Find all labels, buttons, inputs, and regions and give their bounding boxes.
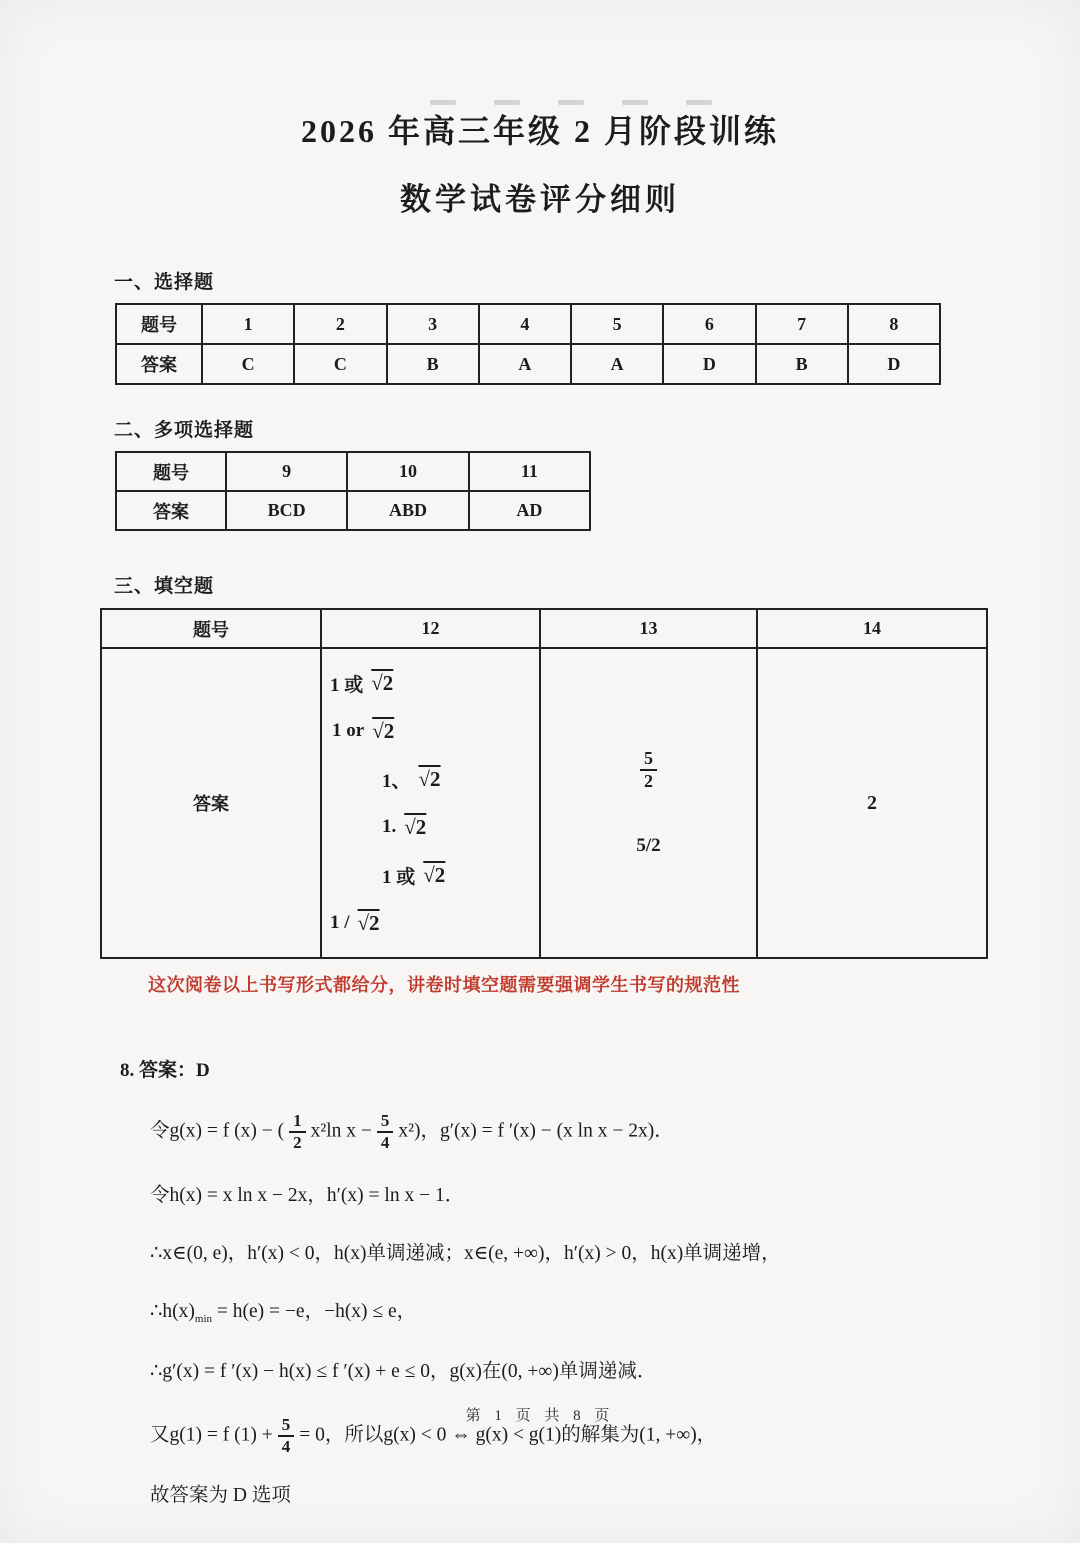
answer-form [330, 659, 539, 707]
math-text: = h(e) = −e，−h(x) ≤ e， [212, 1301, 417, 1323]
answer-cell: D [663, 344, 755, 384]
fraction-numerator: 5 [377, 1112, 394, 1133]
answer-cell: B [387, 344, 479, 384]
answer-cell: C [202, 344, 294, 384]
grading-note: 这次阅卷以上书写形式都给分，讲卷时填空题需要强调学生书写的规范性 [148, 975, 740, 995]
row-label: 答案 [116, 491, 226, 530]
page-subtitle: 数学试卷评分细则 [400, 182, 680, 217]
question-number-cell: 8 [848, 304, 940, 344]
fraction [289, 1112, 306, 1152]
solution-line [150, 1298, 950, 1328]
question-number-cell: 13 [540, 609, 757, 648]
answer-form: 5/2 [636, 834, 661, 856]
answer-text: 1 or [332, 720, 365, 741]
math-text: 令g(x) = f (x) − ( [150, 1120, 285, 1142]
multi-choice-answer-table [115, 451, 591, 531]
subscript-min: min [194, 1313, 213, 1326]
question12-answer-cell [321, 648, 540, 958]
question14-answer-cell: 2 [757, 648, 987, 958]
fraction [377, 1112, 394, 1152]
answer-cell: ABD [347, 491, 468, 530]
answer-cell: C [294, 344, 386, 384]
question-number-row [116, 452, 590, 491]
solution-line: 令h(x) = x ln x − 2x，h′(x) = ln x − 1． [150, 1184, 465, 1206]
math-text: x²ln x − [310, 1120, 372, 1142]
answer-cell: BCD [226, 491, 347, 530]
answer-row [116, 344, 940, 384]
single-choice-answer-table [115, 303, 941, 385]
math-text: ∴h(x) [150, 1301, 195, 1323]
solution8-label: 8. 答案：D [120, 1060, 210, 1081]
fraction-denominator: 4 [380, 1132, 390, 1152]
radical-expression: √2 [418, 766, 441, 791]
question-number-cell: 6 [663, 304, 755, 344]
answer-text: 1、 [382, 770, 411, 792]
fraction-numerator: 1 [289, 1112, 306, 1133]
answer-form [330, 851, 539, 899]
question-number-cell: 4 [479, 304, 571, 344]
math-text: 又g(1) = f (1) + [150, 1424, 273, 1446]
answer-row [101, 648, 987, 958]
question-number-cell: 2 [294, 304, 386, 344]
page-title: 2026 年高三年级 2 月阶段训练 [300, 113, 779, 149]
math-text: x²)，g′(x) = f ′(x) − (x ln x − 2x)． [398, 1120, 674, 1142]
solution-line: ∴x∈(0, e)，h′(x) < 0，h(x)单调递减；x∈(e, +∞)，h′(x) > 0，h(x)单调递增， [150, 1242, 781, 1264]
answer-text: 1. [382, 816, 397, 837]
question-number-cell: 1 [202, 304, 294, 344]
question-number-cell: 7 [756, 304, 848, 344]
answer-text: 1 / [330, 912, 350, 933]
fraction-denominator: 4 [281, 1437, 291, 1457]
question-number-cell: 9 [226, 452, 347, 491]
question-number-cell: 12 [321, 609, 540, 648]
math-text: = 0，所以g(x) < 0 ⇔ g(x) < g(1)的解集为(1, +∞)， [299, 1424, 717, 1446]
answer-form [330, 755, 539, 803]
answer-row [116, 491, 590, 530]
page-number-footer: 第 1 页 共 8 页 [465, 1408, 615, 1424]
solution-conclusion: 故答案为 D 选项 [150, 1485, 291, 1506]
question-number-row [101, 609, 987, 648]
fraction-numerator: 5 [640, 749, 657, 771]
question-number-cell: 14 [757, 609, 987, 648]
radical-expression: √2 [423, 862, 446, 887]
row-label: 题号 [101, 609, 321, 648]
radical-expression: √2 [371, 670, 394, 695]
question-number-cell: 11 [469, 452, 590, 491]
answer-form [330, 803, 539, 851]
row-label: 答案 [116, 344, 202, 384]
answer-text: 1 或 [382, 866, 416, 888]
answer-form [330, 707, 539, 755]
answer-form [330, 899, 539, 947]
fraction-denominator: 2 [644, 771, 653, 791]
solution-line: ∴g′(x) = f ′(x) − h(x) ≤ f ′(x) + e ≤ 0，g(x)在(0, +∞)单调递减． [150, 1361, 657, 1383]
question-number-cell: 5 [571, 304, 663, 344]
answer-cell: B [756, 344, 848, 384]
question-number-cell: 10 [347, 452, 468, 491]
question-number-row [116, 304, 940, 344]
fraction-numerator: 5 [278, 1416, 295, 1437]
question-number-cell: 3 [387, 304, 479, 344]
fraction-denominator: 2 [293, 1132, 302, 1152]
answer-cell: A [571, 344, 663, 384]
radical-expression: √2 [357, 910, 380, 935]
section3-heading: 三、填空题 [114, 576, 215, 597]
answer-text: 1 或 [330, 674, 364, 696]
section2-heading: 二、多项选择题 [114, 420, 255, 441]
answer-cell: D [848, 344, 940, 384]
question13-answer-cell [540, 648, 757, 958]
row-label: 题号 [116, 304, 202, 344]
fill-blank-answer-table [100, 608, 988, 959]
answer-cell: AD [469, 491, 590, 530]
fraction [640, 749, 657, 791]
solution-line [150, 1112, 950, 1152]
radical-expression: √2 [404, 814, 427, 839]
answer-cell: A [479, 344, 571, 384]
bleed-through-marks [430, 100, 860, 108]
row-label: 题号 [116, 452, 226, 491]
section1-heading: 一、选择题 [114, 272, 215, 293]
radical-expression: √2 [372, 718, 395, 743]
row-label: 答案 [101, 648, 321, 958]
